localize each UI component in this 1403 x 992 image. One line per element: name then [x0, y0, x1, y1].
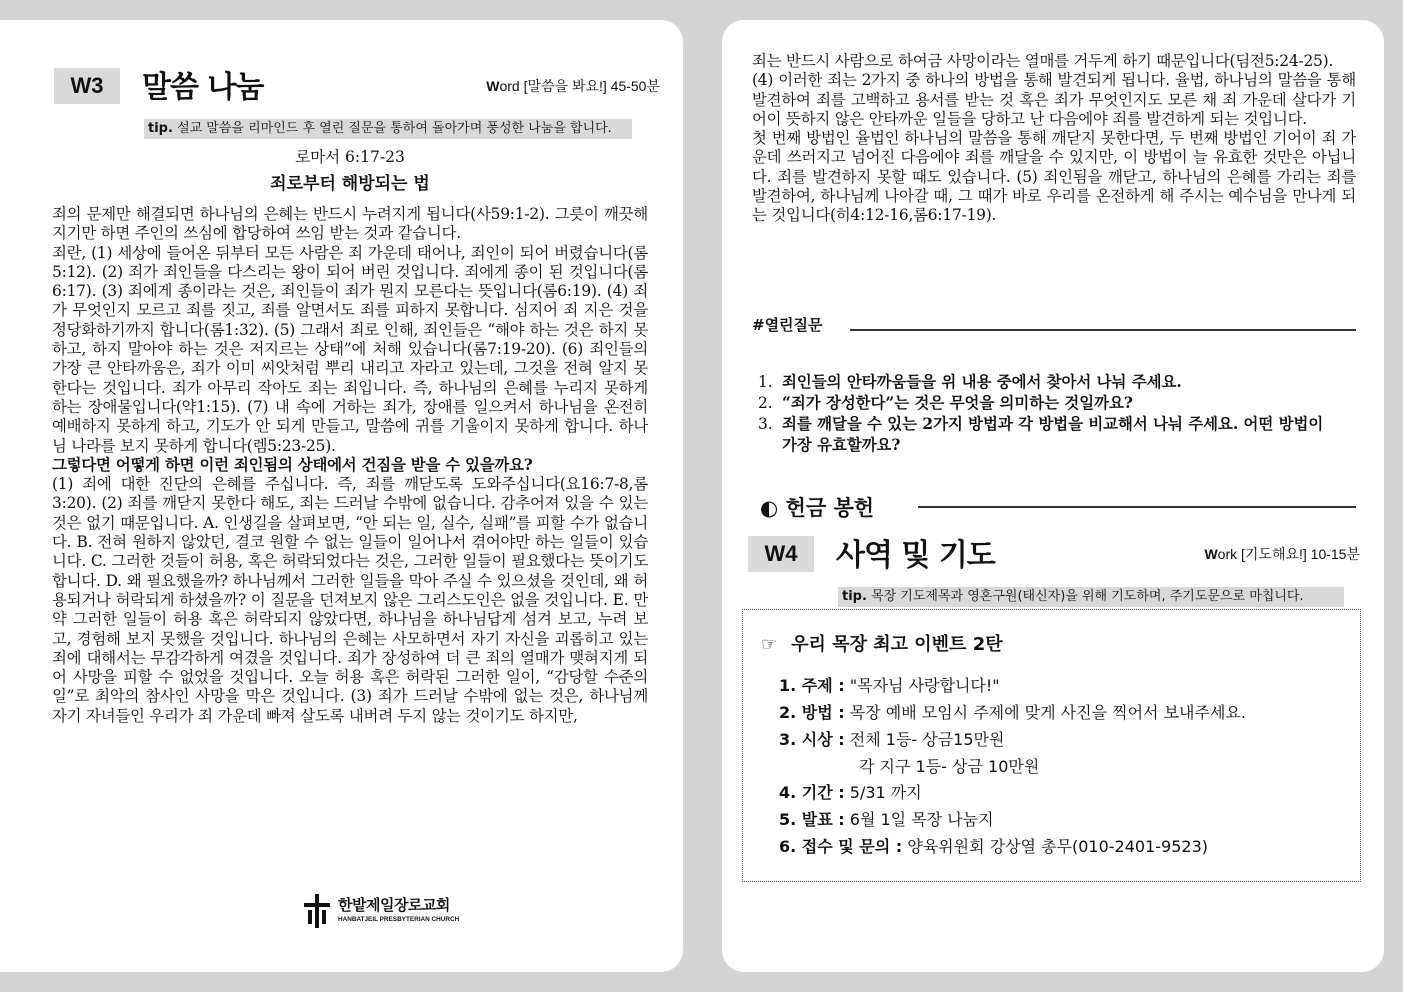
w3-time: Word [말씀을 봐요!] 45-50분 — [486, 78, 660, 94]
open-questions-list — [758, 372, 1343, 456]
left-page — [0, 20, 683, 972]
w3-tip: tip. 설교 말씀을 리마인드 후 열린 질문을 통하여 돌아가며 풍성한 나눔을 합니다. — [144, 119, 632, 139]
event-box — [742, 609, 1361, 882]
cross-logo-icon — [302, 894, 332, 928]
w3-header — [54, 68, 660, 114]
open-questions-rule — [850, 329, 1356, 331]
event-item-continued: 각 지구 1등- 상금 10만원 — [859, 757, 1040, 776]
event-title: ☞ 우리 목장 최고 이벤트 2탄 — [761, 634, 1003, 655]
event-item: 5. 발표 : 6월 1일 목장 나눔지 — [779, 810, 994, 829]
paragraph: 죄란, (1) 세상에 들어온 뒤부터 모든 사람은 죄 가운데 태어나, 죄인이 되어 버렸습니다(롬5:12). (2) 죄가 죄인들을 다스리는 왕이 되어 버린 것입니다. 죄에게 종이 된 것입니다(롬6:17). (3) 죄에게 종이라는 것은, 죄인들이 죄가 뭔지 모른다는 뜻입니다(롬6:19). (4) 죄가 무엇인지 모르고 죄를 짓고, 죄를 알면서도 죄를 피하지 못합니다. 심지어 죄 지은 것을 정당화하기까지 합니다(롬1:32). (5) 그래서 죄로 인해, 죄인들은 “해야 하는 것은 하지 못하고, 하지 말아야 하는 것은 저지르는 상태”에 처해 있습니다(롬7:19-20). (6) 죄인들의 가장 큰 안타까움은, 죄가 이미 씨앗처럼 뿌리 내리고 자라고 있는데, 그것을 전혀 알지 못한다는 것입니다. 죄가 아무리 작아도 죄는 죄입니다. 즉, 하나님의 은혜를 누리지 못하게 하는 장애물입니다(약1:15). (7) 내 속에 거하는 죄가, 장애를 일으켜서 하나님을 온전히 예배하지 못하게 하고, 기도가 안 되게 만들고, 말씀에 귀를 기울이지 못하게 합니다. 하나님 나라를 보지 못하게 합니다(렘5:23-25). — [52, 243, 648, 455]
paragraph: 죄는 반드시 사람으로 하여금 사망이라는 열매를 거두게 하기 때문입니다(딤전5:24-25). — [752, 52, 1334, 70]
paragraph: 첫 번째 방법인 율법인 하나님의 말씀을 통해 깨닫지 못한다면, 두 번째 방법인 기어이 죄 가운데 쓰러지고 넘어진 다음에야 죄를 깨달을 수 있지만, 이 방법이 늘 유효한 것만은 아닙니다. 죄를 발견하지 못할 때도 있습니다. (5) 죄인됨을 깨닫고, 하나님의 은혜를 가리는 죄를 발견하여, 하나님께 나아갈 때, 그 때가 바로 우리를 온전하게 해 주시는 예수님을 만나게 되는 것입니다(히4:12-16,롬6:17-19). — [752, 129, 1356, 225]
open-questions-label: #열린질문 — [752, 316, 823, 334]
half-circle-icon: ◐ — [760, 496, 779, 520]
paragraph: 죄의 문제만 해결되면 하나님의 은혜는 반드시 누려지게 됩니다(사59:1-2). 그릇이 깨끗해지기만 하면 주인의 쓰심에 합당하여 쓰임 받는 것과 같습니다. — [52, 205, 648, 243]
event-item: 1. 주제 : "목자님 사랑합니다!" — [779, 676, 1000, 695]
w4-title: 사역 및 기도 — [836, 538, 995, 573]
w4-header — [748, 536, 1360, 582]
sermon-body — [52, 205, 648, 726]
offering-label: 헌금 봉헌 — [785, 496, 875, 520]
w3-title: 말씀 나눔 — [142, 70, 264, 105]
paragraph: (4) 이러한 죄는 2가지 중 하나의 방법을 통해 발견되게 됩니다. 율법, 하나님의 말씀을 통해 발견하여 죄를 고백하고 용서를 받는 것 혹은 죄가 무엇인지도 모른 채 죄 가운데 살다가 기어이 뜻하지 않은 안타까운 일들을 당하고 난 다음에야 죄를 발견하게 되는 것입니다. — [752, 71, 1356, 128]
w4-badge: W4 — [748, 536, 814, 572]
offering-rule — [918, 506, 1356, 508]
church-logo — [302, 894, 460, 928]
church-name-en: HANBATJEIL PRESBYTERIAN CHURCH — [338, 916, 460, 923]
sermon-title: 죄로부터 해방되는 법 — [270, 174, 430, 194]
offering-heading — [760, 492, 874, 522]
right-page — [722, 20, 1384, 972]
sermon-question: 그렇다면 어떻게 하면 이런 죄인됨의 상태에서 건짐을 받을 수 있을까요? — [52, 455, 533, 474]
paragraph: (1) 죄에 대한 진단의 은혜를 주십니다. 즉, 죄를 깨닫도록 도와주십니다(요16:7-8,롬3:20). (2) 죄를 깨닫지 못한다 해도, 죄는 드러날 수밖에 없습니다. 감추어져 있을 수 있는 것은 없기 때문입니다. A. 인생길을 살펴보면, “안 되는 일, 실수, 실패”를 피할 수가 없습니다. B. 전혀 원하지 않았던, 결코 원할 수 없는 일들이 일어나서 겪어야만 하는 일들이 있습니다. C. 그러한 것들이 허용, 혹은 허락되었다는 것은, 그러한 일들이 필요했다는 뜻이기도 합니다. D. 왜 필요했을까? 하나님께서 그러한 일들을 막아 주실 수 있으셨을 것인데, 왜 허용되거나 허락되게 하셨을까? 이 질문을 던져보지 않은 그리스도인은 없을 것입니다. E. 만약 그러한 일들이 허용 혹은 허락되지 않았다면, 하나님을 하나님답게 섬겨 보고, 누려 보고, 경험해 보지 못했을 것입니다. 하나님의 은혜는 사모하면서 자기 자신을 괴롭히고 있는 죄에 대해서는 무감각하게 여겼을 것입니다. 죄가 장성하여 더 큰 죄의 열매가 맺혀지게 되어 사망을 피할 수 없었을 것입니다. 오늘 허용 혹은 허락된 그러한 일이, “감당할 수준의 일”로 최악의 참사인 사망을 막은 것입니다. (3) 죄가 드러날 수밖에 없는 것은, 하나님께 자기 자녀들인 우리가 죄 가운데 빠져 살도록 내버려 두지 않는 것이기도 하지만, — [52, 475, 648, 725]
event-details — [779, 672, 1246, 860]
open-question: 2. “죄가 장성한다”는 것은 무엇을 의미하는 것일까요? — [758, 394, 1133, 412]
w4-time: Work [기도해요!] 10-15분 — [1204, 546, 1360, 562]
w4-tip: tip. 목장 기도제목과 영혼구원(태신자)을 위해 기도하며, 주기도문으로 마칩니다. — [838, 587, 1344, 607]
event-item: 6. 접수 및 문의 : 양육위원회 강상열 총무(010-2401-9523) — [779, 837, 1209, 856]
church-name: 한밭제일장로교회 — [338, 896, 450, 914]
scripture-reference: 로마서 6:17-23 — [295, 148, 405, 166]
event-item: 2. 방법 : 목장 예배 모임시 주제에 맞게 사진을 찍어서 보내주세요. — [779, 703, 1246, 722]
w3-badge: W3 — [54, 68, 120, 104]
sermon-continuation — [752, 52, 1356, 226]
event-item: 4. 기간 : 5/31 까지 — [779, 783, 922, 802]
pointing-hand-icon: ☞ — [761, 634, 778, 655]
open-question: 3. 죄를 깨달을 수 있는 2가지 방법과 각 방법을 비교해서 나눠 주세요. 어떤 방법이 가장 유효할까요? — [758, 415, 1324, 454]
event-item: 3. 시상 : 전체 1등- 상금15만원 — [779, 730, 1005, 749]
open-question: 1. 죄인들의 안타까움들을 위 내용 중에서 찾아서 나눠 주세요. — [758, 373, 1182, 391]
